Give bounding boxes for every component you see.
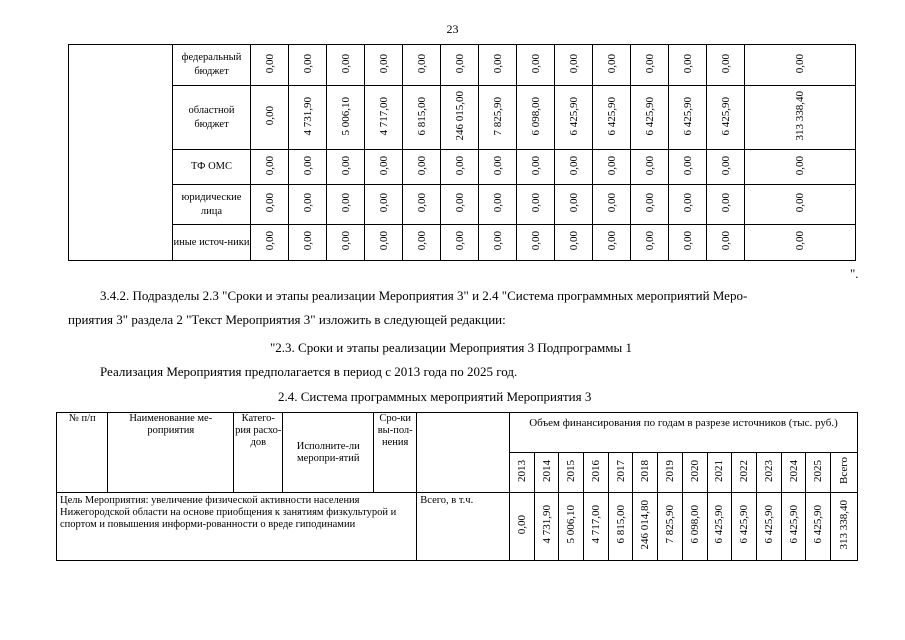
value-text: 6 425,90: [719, 96, 732, 136]
value-cell: [403, 185, 441, 225]
value-cell: [479, 225, 517, 261]
value-text: 0,00: [719, 193, 732, 213]
value-cell: [327, 86, 365, 150]
value-cell: [365, 150, 403, 185]
value-cell: [707, 493, 732, 561]
value-cell: [517, 45, 555, 86]
value-text: 0,00: [301, 231, 314, 251]
value-text: 4 717,00: [589, 505, 602, 544]
value-text: 0,00: [263, 155, 276, 176]
value-text: 4 731,90: [540, 505, 553, 544]
value-text: 0,00: [567, 193, 580, 213]
value-cell: [509, 493, 534, 561]
value-text: 6 425,90: [787, 505, 800, 544]
value-text: 0,00: [415, 231, 428, 251]
value-cell: [365, 225, 403, 261]
value-text: 0,00: [681, 231, 694, 251]
value-text: 0,00: [719, 53, 732, 74]
header-category: Катего-рия расхо-дов: [234, 413, 283, 493]
value-text: 6 098,00: [688, 505, 701, 544]
value-cell: [479, 45, 517, 86]
value-text: 0,00: [377, 53, 390, 74]
table-row: [69, 185, 856, 225]
value-cell: [593, 185, 631, 225]
value-cell: [669, 150, 707, 185]
value-cell: [327, 225, 365, 261]
value-text: 6 815,00: [614, 505, 627, 544]
value-text: 0,00: [529, 155, 542, 176]
header-executors: Исполните-ли меропри-ятий: [283, 413, 374, 493]
value-text: 0,00: [529, 193, 542, 213]
year-header: [781, 453, 806, 493]
header-name: Наименование ме-роприятия: [108, 413, 234, 493]
value-cell: [669, 185, 707, 225]
total-text: 0,00: [794, 231, 806, 251]
value-cell: [669, 45, 707, 86]
value-text: 0,00: [643, 231, 656, 251]
value-text: 0,00: [263, 106, 276, 126]
source-total: Всего, в т.ч.: [417, 493, 510, 561]
value-text: 0,00: [453, 53, 466, 74]
value-text: 0,00: [643, 53, 656, 74]
value-cell: [831, 493, 858, 561]
year-header: [633, 453, 658, 493]
total-cell: [745, 185, 856, 225]
value-text: 6 098,00: [529, 96, 542, 136]
value-text: 0,00: [643, 155, 656, 176]
value-text: 0,00: [301, 155, 314, 176]
value-cell: [251, 225, 289, 261]
value-cell: [806, 493, 831, 561]
value-cell: [593, 45, 631, 86]
paragraph-line: 3.4.2. Подразделы 2.3 "Сроки и этапы реализации Мероприятия 3" и 2.4 "Система программных мероприятий Меро-: [100, 288, 748, 303]
value-cell: [593, 86, 631, 150]
value-text: 0,00: [377, 155, 390, 176]
value-text: 0,00: [415, 193, 428, 213]
year-text: 2013: [515, 459, 528, 482]
year-text: 2021: [713, 459, 726, 482]
value-text: 0,00: [415, 155, 428, 176]
value-text: 0,00: [567, 231, 580, 251]
value-cell: [441, 150, 479, 185]
value-cell: [555, 150, 593, 185]
source-label: ТФ ОМС: [173, 150, 251, 185]
year-text: 2023: [762, 459, 775, 482]
value-cell: [403, 45, 441, 86]
value-text: 0,00: [339, 53, 352, 74]
year-text: 2017: [614, 459, 627, 482]
value-text: 0,00: [263, 53, 276, 74]
year-header: [584, 453, 609, 493]
section-heading: "2.3. Сроки и этапы реализации Мероприятия 3 Подпрограммы 1: [270, 340, 632, 355]
value-cell: [289, 185, 327, 225]
page-number: 23: [446, 22, 459, 36]
value-text: 0,00: [339, 231, 352, 251]
value-cell: [756, 493, 781, 561]
value-cell: [289, 225, 327, 261]
total-cell: [745, 150, 856, 185]
value-text: 246 014,80: [639, 499, 652, 550]
year-header: [707, 453, 732, 493]
value-text: 5 006,10: [339, 96, 352, 136]
value-cell: [327, 150, 365, 185]
value-cell: [403, 150, 441, 185]
value-cell: [732, 493, 757, 561]
source-label: иные источ-ники: [173, 225, 251, 261]
value-text: 0,00: [377, 193, 390, 213]
value-cell: [479, 185, 517, 225]
year-header: [831, 453, 858, 493]
value-text: 0,00: [491, 155, 504, 176]
value-cell: [669, 86, 707, 150]
year-header: [608, 453, 633, 493]
year-text: 2014: [540, 459, 553, 482]
year-text: 2018: [639, 459, 652, 482]
year-header: [682, 453, 707, 493]
value-text: 6 815,00: [415, 96, 428, 136]
value-text: 0,00: [263, 193, 276, 213]
total-text: 0,00: [794, 53, 806, 74]
value-text: 0,00: [605, 155, 618, 176]
value-cell: [251, 150, 289, 185]
value-text: 0,00: [681, 193, 694, 213]
value-text: 0,00: [339, 193, 352, 213]
value-text: 0,00: [491, 53, 504, 74]
value-text: 0,00: [605, 231, 618, 251]
value-text: 0,00: [643, 193, 656, 213]
value-cell: [251, 86, 289, 150]
value-cell: [707, 225, 745, 261]
value-text: 0,00: [567, 53, 580, 74]
value-text: 6 425,90: [713, 505, 726, 544]
value-text: 0,00: [567, 155, 580, 176]
value-text: 0,00: [605, 193, 618, 213]
value-cell: [403, 86, 441, 150]
value-text: 0,00: [515, 514, 528, 535]
value-text: 0,00: [491, 193, 504, 213]
value-text: 6 425,90: [762, 505, 775, 544]
value-cell: [441, 86, 479, 150]
value-cell: [669, 225, 707, 261]
value-text: 0,00: [263, 231, 276, 251]
value-cell: [365, 185, 403, 225]
value-text: 0,00: [529, 231, 542, 251]
value-cell: [479, 150, 517, 185]
value-text: 7 825,90: [491, 96, 504, 136]
table-row: [69, 86, 856, 150]
value-cell: [441, 185, 479, 225]
closing-quote: ".: [850, 266, 859, 281]
value-cell: [631, 45, 669, 86]
value-text: 0,00: [453, 155, 466, 176]
value-text: 5 006,10: [565, 505, 578, 544]
table-row: [69, 45, 856, 86]
source-label: юридические лица: [173, 185, 251, 225]
year-text: 2025: [812, 459, 825, 482]
value-cell: [517, 225, 555, 261]
value-cell: [682, 493, 707, 561]
value-text: 0,00: [377, 231, 390, 251]
value-cell: [707, 185, 745, 225]
value-text: 4 717,00: [377, 96, 390, 136]
value-cell: [707, 86, 745, 150]
value-text: 0,00: [301, 193, 314, 213]
value-cell: [289, 45, 327, 86]
value-cell: [593, 150, 631, 185]
total-cell: [745, 86, 856, 150]
goal-text: Цель Мероприятия: увеличение физической активности населения Нижегородской области на основе приобщения к занятиям физкультурой и спортом и повышения информи-рованности о вреде гиподинамии: [57, 493, 417, 561]
value-cell: [365, 45, 403, 86]
value-cell: [517, 185, 555, 225]
paragraph-line: Реализация Мероприятия предполагается в период с 2013 года по 2025 год.: [100, 364, 518, 379]
value-cell: [517, 150, 555, 185]
value-text: 0,00: [719, 231, 732, 251]
funding-sources-table: [68, 44, 856, 261]
source-label: федеральный бюджет: [173, 45, 251, 86]
value-cell: [327, 45, 365, 86]
value-cell: [517, 86, 555, 150]
header-funding: Объем финансирования по годам в разрезе источников (тыс. руб.): [509, 413, 857, 453]
value-text: 6 425,90: [681, 96, 694, 136]
year-text: 2019: [664, 459, 677, 482]
year-header: [509, 453, 534, 493]
year-header: [756, 453, 781, 493]
table-row: [69, 225, 856, 261]
value-text: 6 425,90: [812, 505, 825, 544]
value-text: 0,00: [453, 231, 466, 251]
value-text: 0,00: [681, 155, 694, 176]
empty-cell: [69, 45, 173, 261]
header-num: № п/п: [57, 413, 108, 493]
value-cell: [289, 150, 327, 185]
value-cell: [631, 86, 669, 150]
value-cell: [707, 45, 745, 86]
value-cell: [633, 493, 658, 561]
value-cell: [584, 493, 609, 561]
year-text: 2022: [738, 459, 751, 482]
year-header: [806, 453, 831, 493]
year-header: [658, 453, 683, 493]
value-text: 0,00: [491, 231, 504, 251]
value-cell: [781, 493, 806, 561]
value-cell: [559, 493, 584, 561]
year-text: 2016: [589, 459, 602, 482]
value-cell: [534, 493, 559, 561]
value-text: 313 338,40: [838, 499, 851, 550]
value-cell: [555, 185, 593, 225]
table-row: [69, 150, 856, 185]
total-cell: [745, 225, 856, 261]
source-label: областной бюджет: [173, 86, 251, 150]
total-cell: [745, 45, 856, 86]
section-heading: 2.4. Система программных мероприятий Мероприятия 3: [278, 389, 592, 404]
year-text: Всего: [838, 457, 851, 484]
value-cell: [441, 225, 479, 261]
total-text: 0,00: [794, 193, 806, 213]
value-text: 0,00: [719, 155, 732, 176]
value-text: 0,00: [339, 155, 352, 176]
paragraph-line: приятия 3" раздела 2 "Текст Мероприятия 3" изложить в следующей редакции:: [68, 312, 506, 327]
value-text: 0,00: [605, 53, 618, 74]
year-text: 2015: [565, 459, 578, 482]
value-cell: [555, 86, 593, 150]
value-text: 0,00: [415, 53, 428, 74]
value-text: 6 425,90: [567, 96, 580, 136]
value-cell: [327, 185, 365, 225]
year-header: [534, 453, 559, 493]
total-text: 313 338,40: [794, 91, 806, 141]
value-text: 0,00: [453, 193, 466, 213]
value-cell: [631, 185, 669, 225]
value-text: 6 425,90: [605, 96, 618, 136]
total-text: 0,00: [794, 155, 806, 176]
value-cell: [555, 45, 593, 86]
value-text: 6 425,90: [738, 505, 751, 544]
year-header: [559, 453, 584, 493]
value-text: 4 731,90: [301, 96, 314, 136]
value-cell: [707, 150, 745, 185]
value-cell: [289, 86, 327, 150]
header-terms: Сро-ки вы-пол-нения: [374, 413, 417, 493]
measures-table: [56, 412, 858, 561]
value-cell: [365, 86, 403, 150]
value-text: 6 425,90: [643, 96, 656, 136]
value-text: 0,00: [529, 53, 542, 74]
value-cell: [631, 150, 669, 185]
header-source: [417, 413, 510, 493]
value-cell: [658, 493, 683, 561]
value-cell: [251, 45, 289, 86]
value-text: 246 015,00: [453, 91, 466, 141]
value-text: 0,00: [681, 53, 694, 74]
value-cell: [403, 225, 441, 261]
value-cell: [441, 45, 479, 86]
year-text: 2024: [787, 459, 800, 482]
year-text: 2020: [688, 459, 701, 482]
value-cell: [479, 86, 517, 150]
value-cell: [631, 225, 669, 261]
value-cell: [251, 185, 289, 225]
value-text: 7 825,90: [664, 505, 677, 544]
value-text: 0,00: [301, 53, 314, 74]
value-cell: [608, 493, 633, 561]
value-cell: [593, 225, 631, 261]
year-header: [732, 453, 757, 493]
value-cell: [555, 225, 593, 261]
